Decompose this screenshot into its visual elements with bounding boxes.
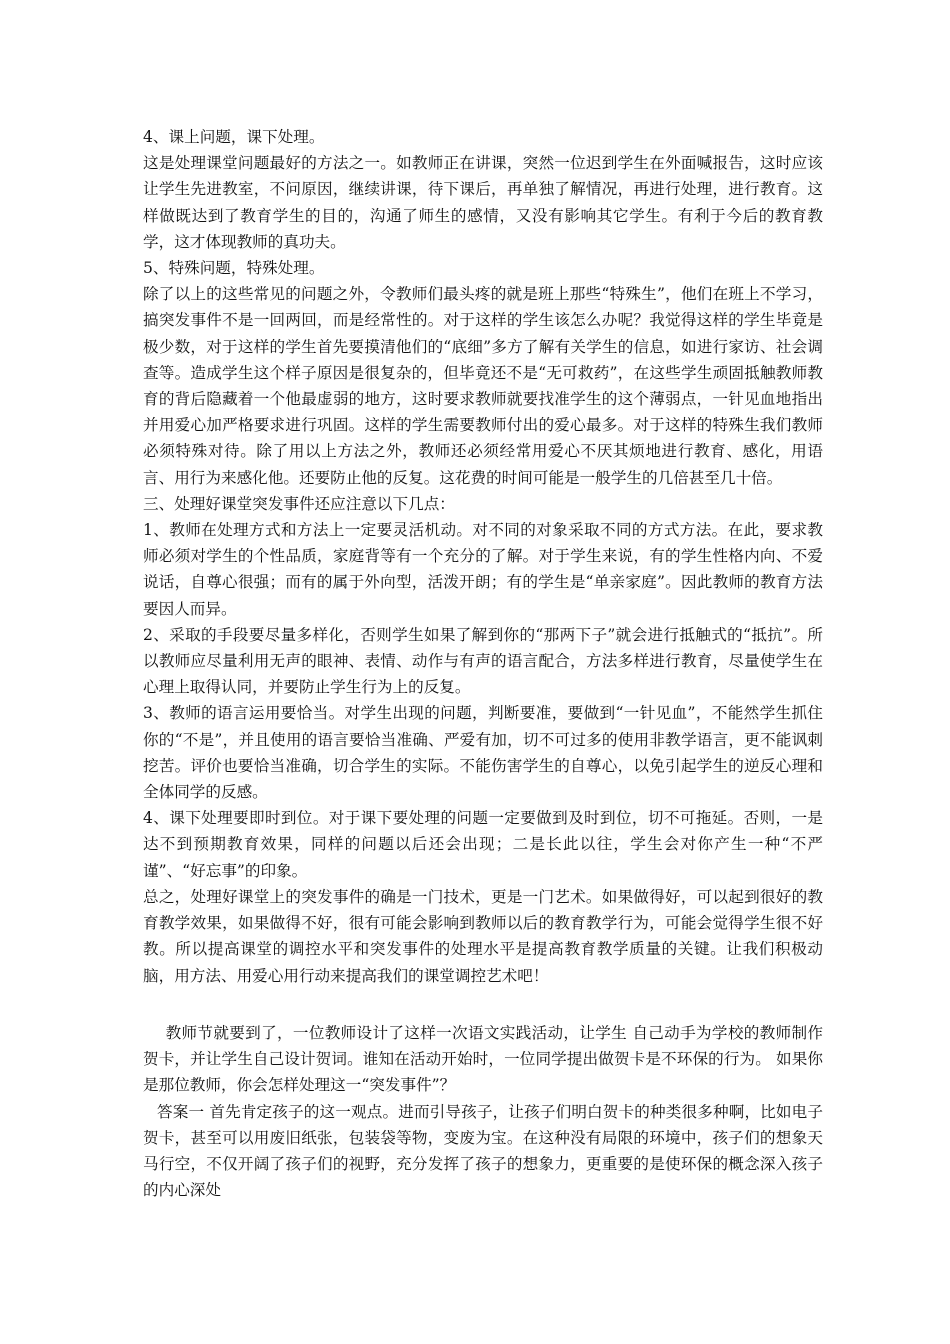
- paragraph-late-student-example: 这是处理课堂问题最好的方法之一。如教师正在讲课，突然一位迟到学生在外面喊报告，这时应该让学生先进教室，不问原因，继续讲课，待下课后，再单独了解情况，再进行处理，进行教育。这样做既达到了教育学生的目的，沟通了师生的感情，又没有影响其它学生。有利于今后的教育教学，这才体现教师的真功夫。: [143, 154, 823, 251]
- paragraph-conclusion: 总之，处理好课堂上的突发事件的确是一门技术，更是一门艺术。如果做得好，可以起到很好的教育教学效果，如果做得不好，很有可能会影响到教师以后的教育教学行为，可能会觉得学生很不好教。所以提高课堂的调控水平和突发事件的处理水平是提高教育教学质量的关键。让我们积极动脑，用方法、用爱心用行动来提高我们的课堂调控艺术吧！: [143, 887, 823, 985]
- heading-special-problems: 5、特殊问题，特殊处理。: [143, 259, 325, 278]
- paragraph-answer-one: 答案一 首先肯定孩子的这一观点。进而引导孩子，让孩子们明白贺卡的种类很多种啊，比如电子贺卡，甚至可以用废旧纸张，包装袋等物，变废为宝。在这种没有局限的环境中，孩子们的想象天马行空，不仅开阔了孩子们的视野，充分发挥了孩子的想象力，更重要的是使环保的概念深入孩子的内心深处: [143, 1102, 823, 1200]
- paragraph-point-4: 4、课下处理要即时到位。对于课下要处理的问题一定要做到及时到位，切不可拖延。否则，一是达不到预期教育效果，同样的问题以后还会出现；二是长此以往，学生会对你产生一种“不严谨”、“好忘事”的印象。: [143, 809, 823, 880]
- paragraph-point-1: 1、教师在处理方式和方法上一定要灵活机动。对不同的对象采取不同的方式方法。在此，要求教师必须对学生的个性品质，家庭背等有一个充分的了解。对于学生来说，有的学生性格内向、不爱说话，自尊心很强；而有的属于外向型，活泼开朗；有的学生是“单亲家庭”。因此教师的教育方法要因人而异。: [143, 521, 823, 618]
- case-study-section: [143, 1020, 823, 1203]
- classroom-handling-section: [143, 124, 823, 989]
- paragraph-special-students: 除了以上的这些常见的问题之外，令教师们最头疼的就是班上那些“特殊生”，他们在班上不学习，搞突发事件不是一回两回，而是经常性的。对于这样的学生该怎么办呢？我觉得这样的学生毕竟是极少数，对于这样的学生首先要摸清他们的“底细”多方了解有关学生的信息，如进行家访、社会调查等。造成学生这个样子原因是很复杂的，但毕竟还不是“无可救药”，在这些学生顽固抵触教师教育的背后隐藏着一个他最虚弱的地方，这时要求教师就要找准学生的这个薄弱点，一针见血地指出并用爱心加严格要求进行巩固。这样的学生需要教师付出的爱心最多。对于这样的特殊生我们教师必须特殊对待。除了用以上方法之外，教师还必须经常用爱心不厌其烦地进行教育、感化，用语言、用行为来感化他。还要防止他的反复。这花费的时间可能是一般学生的几倍甚至几十倍。: [143, 285, 823, 487]
- paragraph-point-3: 3、教师的语言运用要恰当。对学生出现的问题，判断要准，要做到“一针见血”，不能然学生抓住你的“不是”，并且使用的语言要恰当准确、严爱有加，切不可过多的使用非教学语言，更不能讽刺挖苦。评价也要恰当准确，切合学生的实际。不能伤害学生的自尊心，以免引起学生的逆反心理和全体同学的反感。: [143, 704, 823, 802]
- paragraph-case-question: 教师节就要到了，一位教师设计了这样一次语文实践活动，让学生 自己动手为学校的教师制作贺卡，并让学生自己设计贺词。谁知在活动开始时，一位同学提出做贺卡是不环保的行为。 如果你是那位教师，你会怎样处理这一“突发事件”？: [143, 1024, 823, 1095]
- heading-after-class-handling: 4、课上问题，课下处理。: [143, 128, 325, 146]
- heading-points-to-note: 三、处理好课堂突发事件还应注意以下几点：: [143, 494, 455, 513]
- paragraph-point-2: 2、采取的手段要尽量多样化，否则学生如果了解到你的“那两下子”就会进行抵触式的“抵抗”。所以教师应尽量利用无声的眼神、表情、动作与有声的语言配合，方法多样进行教育，尽量使学生在心理上取得认同，并要防止学生行为上的反复。: [143, 625, 823, 697]
